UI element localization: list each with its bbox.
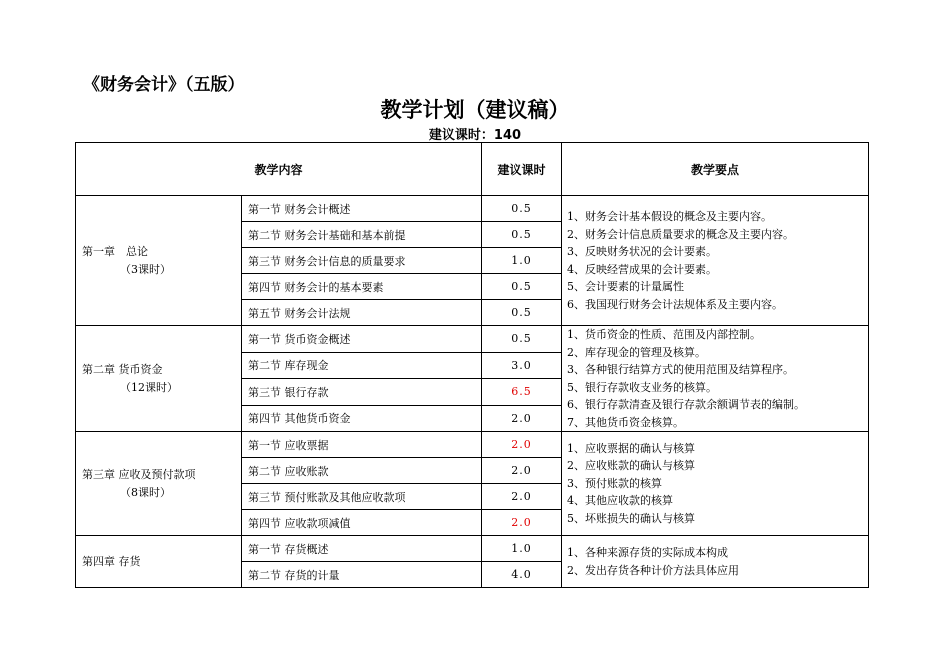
teaching-point: 1、各种来源存货的实际成本构成 <box>567 546 729 559</box>
section-hours: 0.5 <box>482 300 562 326</box>
book-title: 《财务会计》（五版） <box>83 75 245 95</box>
teaching-point: 5、坏账损失的确认与核算 <box>567 511 696 525</box>
teaching-point: 4、反映经营成果的会计要素。 <box>567 262 718 276</box>
teaching-plan-table <box>75 142 869 588</box>
section-label: 第四节 应收款项减值 <box>242 510 482 536</box>
teaching-point: 2、库存现金的管理及核算。 <box>567 345 707 359</box>
section-hours: 0.5 <box>482 326 562 353</box>
section-label: 第三节 预付账款及其他应收款项 <box>242 484 482 510</box>
section-hours: 2.0 <box>482 405 562 432</box>
section-label: 第二节 财务会计基础和基本前提 <box>242 222 482 248</box>
teaching-point: 3、预付账款的核算 <box>567 476 663 490</box>
section-hours: 0.5 <box>482 274 562 300</box>
chapter-cell <box>76 536 242 588</box>
teaching-points-cell <box>562 536 869 588</box>
teaching-points-cell <box>562 326 869 432</box>
chapter-title: 第四章 存货 <box>82 554 141 568</box>
teaching-point: 5、会计要素的计量属性 <box>567 280 685 293</box>
chapter-cell <box>76 326 242 432</box>
table-row <box>76 432 869 458</box>
section-hours: 1.0 <box>482 248 562 274</box>
section-label: 第一节 货币资金概述 <box>242 326 482 353</box>
chapter-cell <box>76 432 242 536</box>
chapter-hours: （3课时） <box>120 262 171 276</box>
header-content: 教学内容 <box>76 143 482 196</box>
section-label: 第四节 其他货币资金 <box>242 405 482 432</box>
teaching-point: 2、发出存货各种计价方法具体应用 <box>567 563 740 577</box>
chapter-hours: （8课时） <box>120 485 171 499</box>
teaching-point: 1、应收票据的确认与核算 <box>567 441 696 455</box>
chapter-title: 第三章 应收及预付款项 <box>82 467 196 481</box>
chapter-hours: （12课时） <box>120 380 178 394</box>
total-hours: 建议课时：140 <box>428 128 522 143</box>
chapter-title: 第二章 货币资金 <box>82 362 163 376</box>
section-label: 第二节 存货的计量 <box>242 562 482 588</box>
teaching-point: 3、各种银行结算方式的使用范围及结算程序。 <box>567 363 795 376</box>
table-row <box>76 536 869 562</box>
teaching-point: 1、财务会计基本假设的概念及主要内容。 <box>567 210 773 223</box>
section-hours: 1.0 <box>482 536 562 562</box>
section-hours: 2.0 <box>482 510 562 536</box>
page-title: 教学计划（建议稿） <box>380 98 570 122</box>
teaching-point: 2、财务会计信息质量要求的概念及主要内容。 <box>567 227 795 241</box>
section-hours: 0.5 <box>482 222 562 248</box>
teaching-point: 6、我国现行财务会计法规体系及主要内容。 <box>567 297 784 311</box>
section-hours: 2.0 <box>482 484 562 510</box>
section-label: 第一节 应收票据 <box>242 432 482 458</box>
teaching-point: 6、银行存款清查及银行存款余额调节表的编制。 <box>567 398 806 411</box>
table-header-row <box>76 143 869 196</box>
section-hours: 2.0 <box>482 432 562 458</box>
table-row <box>76 326 869 353</box>
teaching-point: 3、反映财务状况的会计要素。 <box>567 245 718 258</box>
teaching-points-cell <box>562 196 869 326</box>
section-hours: 6.5 <box>482 379 562 406</box>
section-hours: 2.0 <box>482 458 562 484</box>
section-label: 第四节 财务会计的基本要素 <box>242 274 482 300</box>
teaching-point: 2、应收账款的确认与核算 <box>567 459 696 473</box>
section-label: 第三节 财务会计信息的质量要求 <box>242 248 482 274</box>
section-hours: 4.0 <box>482 562 562 588</box>
section-label: 第二节 应收账款 <box>242 458 482 484</box>
section-label: 第一节 财务会计概述 <box>242 196 482 222</box>
teaching-point: 7、其他货币资金核算。 <box>567 415 685 429</box>
section-label: 第二节 库存现金 <box>242 352 482 379</box>
teaching-point: 1、货币资金的性质、范围及内部控制。 <box>567 328 762 341</box>
section-hours: 3.0 <box>482 352 562 379</box>
section-hours: 0.5 <box>482 196 562 222</box>
teaching-points-cell <box>562 432 869 536</box>
teaching-point: 4、其他应收款的核算 <box>567 494 674 508</box>
header-hours: 建议课时 <box>482 143 562 196</box>
header-points: 教学要点 <box>562 143 869 196</box>
section-label: 第一节 存货概述 <box>242 536 482 562</box>
section-label: 第三节 银行存款 <box>242 379 482 406</box>
chapter-cell <box>76 196 242 326</box>
chapter-title: 第一章 总论 <box>82 244 148 258</box>
teaching-point: 5、银行存款收支业务的核算。 <box>567 380 718 394</box>
section-label: 第五节 财务会计法规 <box>242 300 482 326</box>
table-row <box>76 196 869 222</box>
